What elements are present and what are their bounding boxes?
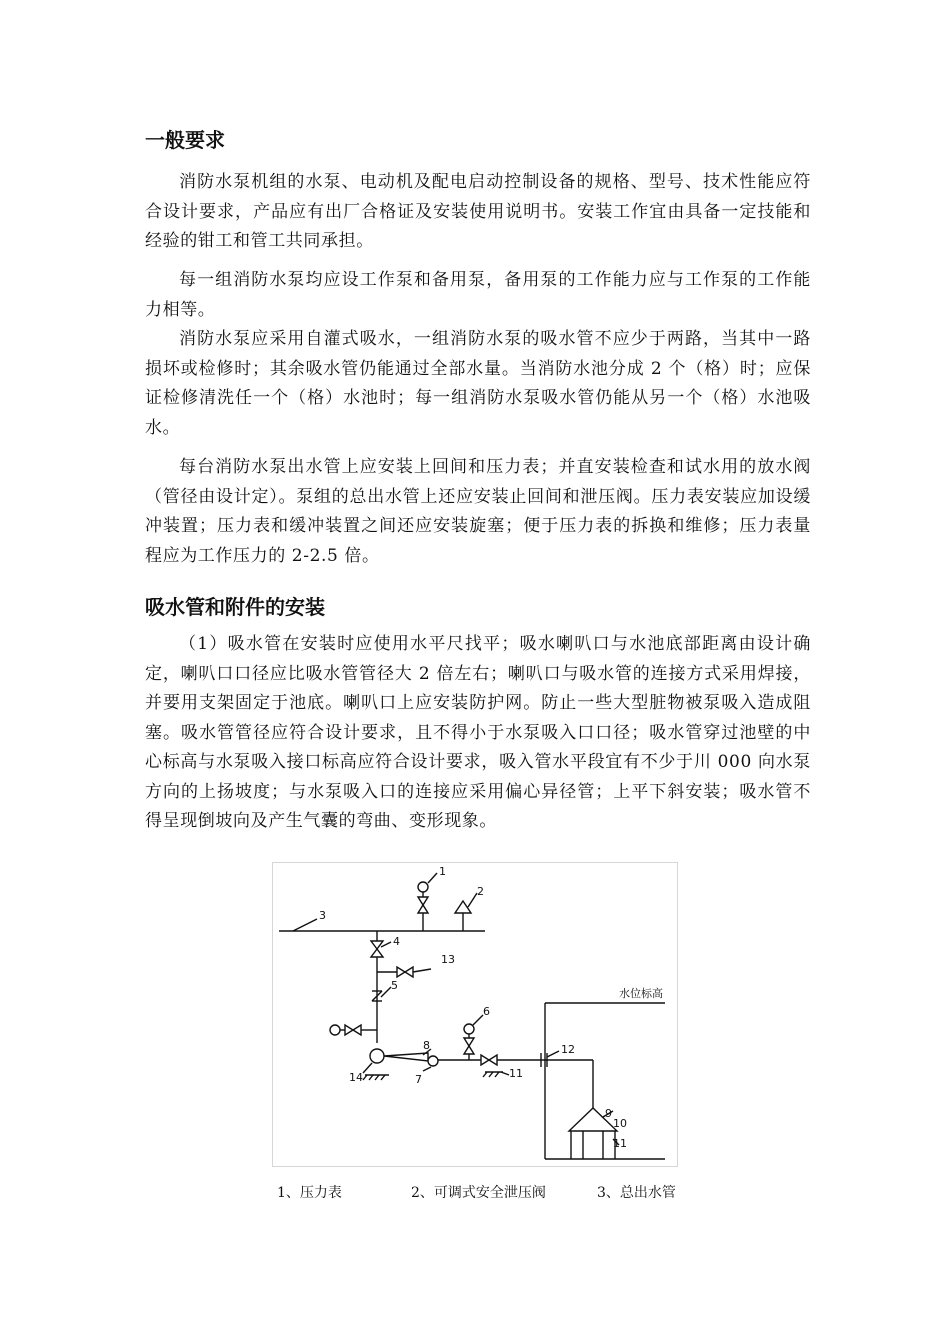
diagram-label-12: 12 — [561, 1043, 575, 1056]
diagram-label-14: 14 — [349, 1071, 363, 1084]
paragraph-suction-installation: （1）吸水管在安装时应使用水平尺找平；吸水喇叭口与水池底部距离由设计确定，喇叭口口径应比吸水管管径大 2 倍左右；喇叭口与吸水管的连接方式采用焊接，并要用支架固定于池底。喇叭口上应安装防护网。防止一些大型脏物被泵吸入造成阻塞。吸水管管径应符合设计要求，且不得小于水泵吸入口口径；吸水管穿过池壁的中心标高与水泵吸入接口标高应符合设计要求，吸入管水平段宜有不少于川 000 向水泵方向的上扬坡度；与水泵吸入口的连接应采用偏心异径管；上平下斜安装；吸水管不得呈现倒坡向及产生气囊的弯曲、变形现象。 — [145, 634, 811, 831]
diagram-label-2: 2 — [477, 885, 484, 898]
paragraph-equipment-specs: 消防水泵机组的水泵、电动机及配电启动控制设备的规格、型号、技术性能应符合设计要求，产品应有出厂合格证及安装使用说明书。安装工作宜由具备一定技能和经验的钳工和管工共同承担。 — [145, 172, 811, 251]
caption-item-3: 3、总出水管 — [597, 1185, 676, 1201]
paragraph-outlet-pipe: 每台消防水泵出水管上应安装上回间和压力表；并直安装检查和试水用的放水阀（管径由设计定）。泵组的总出水管上还应安装止回间和泄压阀。压力表安装应加设缓冲装置；压力表和缓冲装置之间还应安装旋塞；便于压力表的拆换和维修；压力表量程应为工作压力的 2-2.5 倍。 — [145, 457, 811, 566]
diagram-label-1: 1 — [439, 865, 446, 878]
pump-piping-diagram — [272, 862, 678, 1167]
section-heading-suction-pipe: 吸水管和附件的安装 — [145, 595, 325, 619]
section-heading-general-requirements: 一般要求 — [145, 128, 225, 152]
pump-icon — [370, 1049, 384, 1063]
diagram-label-10: 10 — [613, 1117, 627, 1130]
pressure-gauge-icon — [418, 882, 428, 892]
diagram-label-4: 4 — [393, 935, 400, 948]
diagram-label-5: 5 — [391, 979, 398, 992]
caption-item-2: 2、可调式安全泄压阀 — [411, 1185, 546, 1201]
diagram-label-9: 9 — [605, 1107, 612, 1120]
figure-caption — [145, 1182, 811, 1204]
caption-item-1: 1、压力表 — [277, 1185, 342, 1201]
diagram-svg — [273, 863, 677, 1166]
diagram-label-11a: 11 — [509, 1067, 523, 1080]
diagram-label-7: 7 — [415, 1073, 422, 1086]
diagram-label-13: 13 — [441, 953, 455, 966]
diagram-water-level-label: 水位标高 — [619, 987, 663, 1000]
diagram-label-3: 3 — [319, 909, 326, 922]
diagram-label-8: 8 — [423, 1039, 430, 1052]
paragraph-standby-pump: 每一组消防水泵均应设工作泵和备用泵，备用泵的工作能力应与工作泵的工作能力相等。 — [145, 270, 811, 320]
diagram-label-11b: 11 — [613, 1137, 627, 1150]
paragraph-self-priming: 消防水泵应采用自灌式吸水，一组消防水泵的吸水管不应少于两路，当其中一路损坏或检修时；其余吸水管仍能通过全部水量。当消防水池分成 2 个（格）时；应保证检修清洗任一个（格）水池时；每一组消防水泵吸水管仍能从另一个（格）水池吸水。 — [145, 329, 811, 438]
diagram-label-6: 6 — [483, 1005, 490, 1018]
